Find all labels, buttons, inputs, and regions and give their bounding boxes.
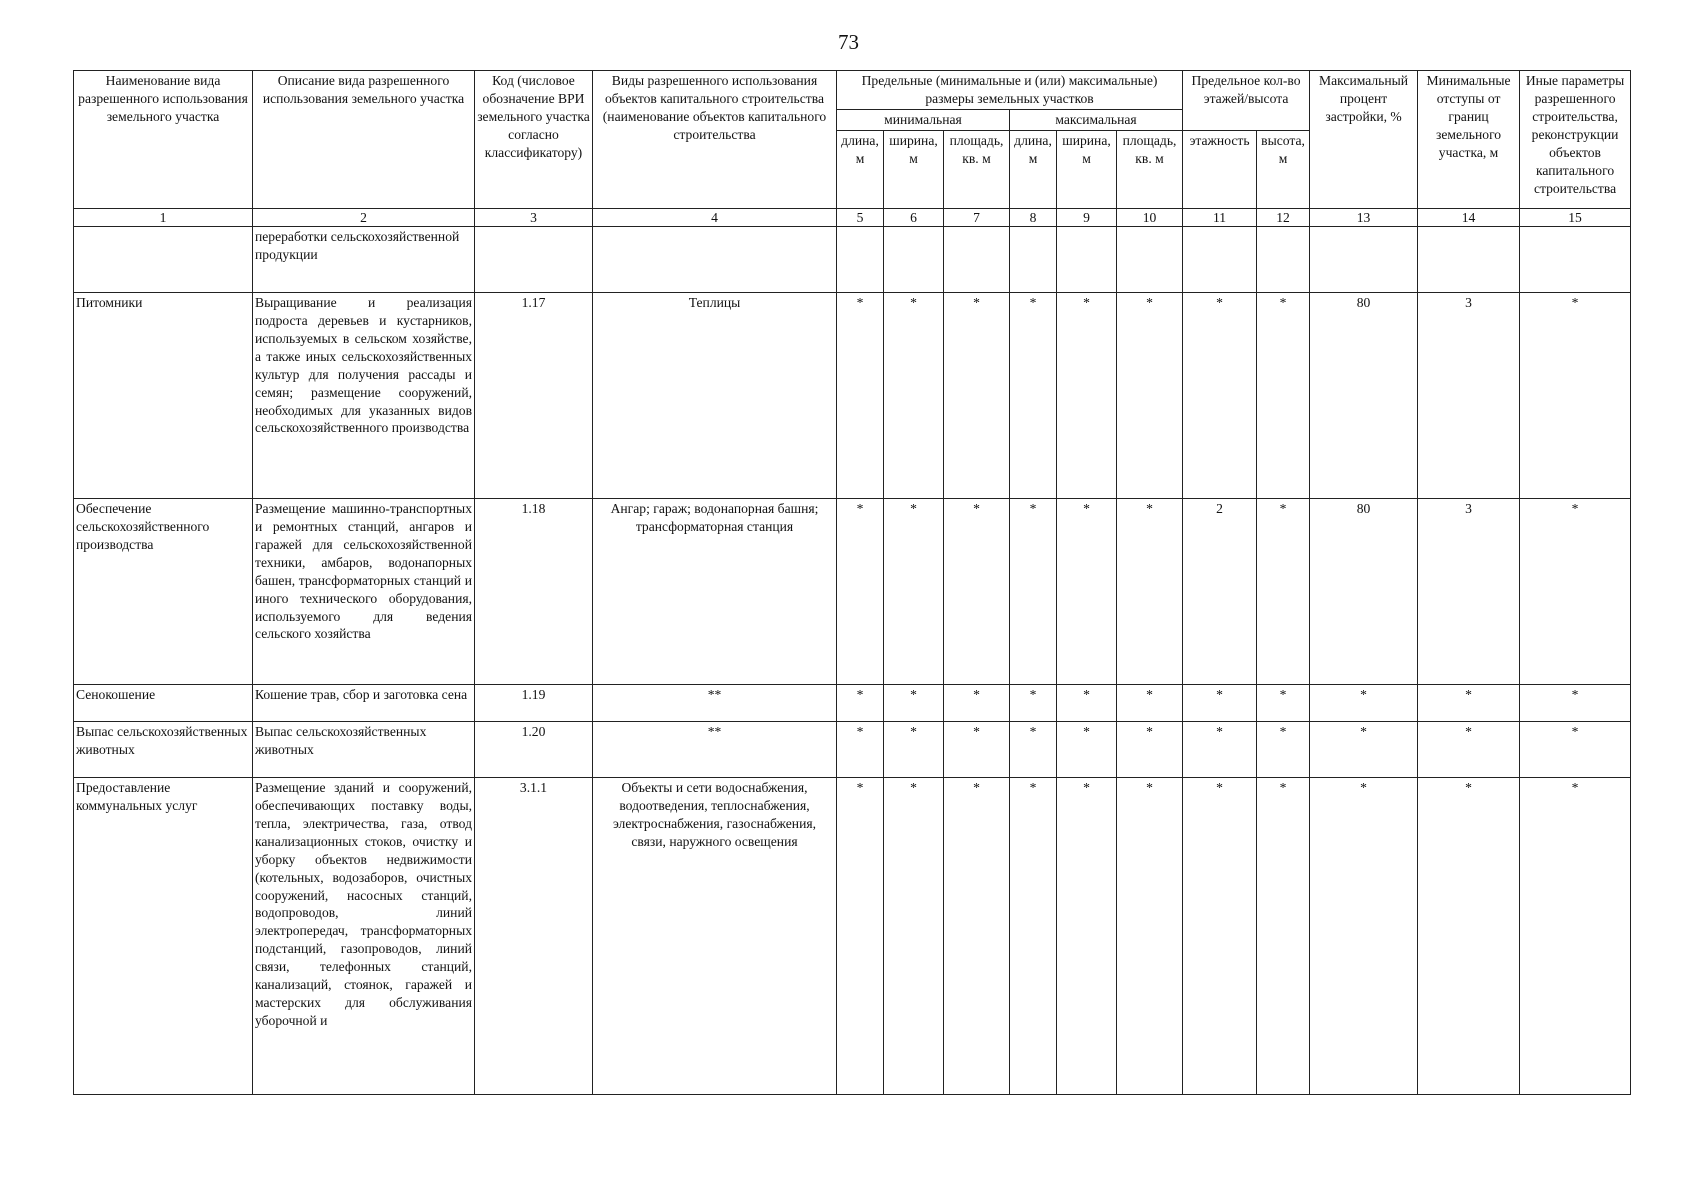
min-setback: * [1418,721,1520,777]
floor-count: * [1183,292,1257,498]
max-width: * [1057,498,1117,684]
height [1257,226,1310,292]
min-setback: * [1418,777,1520,1094]
max-length [1010,226,1057,292]
column-number: 7 [944,208,1010,226]
min-width: * [884,721,944,777]
use-description: Размещение зданий и сооружений, обеспечивающих поставку воды, тепла, электричества, газа, отвод канализационных стоков, очистку и уборку объектов недвижимости (котельных, водозаборов, очистных сооружений, насосных станций, водопроводов, линий электропередач, трансформаторных подстанций, газопроводов, линий связи, телефонных станций, канализаций, стоянок, гаражей и мастерских для обслуживания уборочной и [253,777,475,1094]
column-number: 12 [1257,208,1310,226]
other-params: * [1520,498,1631,684]
table-row [74,292,1631,498]
capital-objects: ** [593,684,837,721]
max-area [1117,226,1183,292]
capital-objects: Объекты и сети водоснабжения, водоотведения, теплоснабжения, электроснабжения, газоснабжения, связи, наружного освещения [593,777,837,1094]
floor-count: * [1183,684,1257,721]
header-capital-objects: Виды разрешенного использования объектов капитального строительства (наименование объектов капитального строительства [593,71,837,209]
height: * [1257,292,1310,498]
column-number: 3 [475,208,593,226]
max-width: * [1057,684,1117,721]
max-length: * [1010,498,1057,684]
use-code: 1.17 [475,292,593,498]
use-code: 1.19 [475,684,593,721]
column-number: 2 [253,208,475,226]
max-area: * [1117,292,1183,498]
min-setback: 3 [1418,292,1520,498]
min-setback [1418,226,1520,292]
column-number: 1 [74,208,253,226]
min-area: * [944,684,1010,721]
use-name: Предоставление коммунальных услуг [74,777,253,1094]
use-name: Обеспечение сельскохозяйственного производства [74,498,253,684]
max-width: * [1057,777,1117,1094]
min-length: * [837,292,884,498]
column-number: 15 [1520,208,1631,226]
table-row [74,226,1631,292]
max-length: * [1010,721,1057,777]
capital-objects [593,226,837,292]
use-description: Выпас сельскохозяйственных животных [253,721,475,777]
header-min-width: ширина, м [884,130,944,208]
column-number: 14 [1418,208,1520,226]
other-params: * [1520,721,1631,777]
header-description: Описание вида разрешенного использования земельного участка [253,71,475,209]
other-params: * [1520,292,1631,498]
max-coverage: 80 [1310,292,1418,498]
header-minimum: минимальная [837,109,1010,130]
min-length: * [837,498,884,684]
other-params: * [1520,684,1631,721]
min-area: * [944,498,1010,684]
land-use-table [73,70,1631,1095]
header-code: Код (числовое обозначение ВРИ земельного участка согласно классификатору) [475,71,593,209]
use-name: Питомники [74,292,253,498]
max-coverage: * [1310,777,1418,1094]
use-name [74,226,253,292]
height: * [1257,777,1310,1094]
header-other-params: Иные параметры разрешенного строительства, реконструкции объектов капитального строительства [1520,71,1631,209]
min-width: * [884,777,944,1094]
table-row [74,721,1631,777]
min-length [837,226,884,292]
use-code: 1.20 [475,721,593,777]
height: * [1257,498,1310,684]
header-max-length: длина, м [1010,130,1057,208]
max-width: * [1057,292,1117,498]
header-min-length: длина, м [837,130,884,208]
header-floors-height: Предельное кол-во этажей/высота [1183,71,1310,131]
use-code: 1.18 [475,498,593,684]
column-number: 11 [1183,208,1257,226]
table-row [74,498,1631,684]
use-description: Кошение трав, сбор и заготовка сена [253,684,475,721]
use-code [475,226,593,292]
max-area: * [1117,498,1183,684]
floor-count [1183,226,1257,292]
header-max-width: ширина, м [1057,130,1117,208]
header-maximum: максимальная [1010,109,1183,130]
floor-count: 2 [1183,498,1257,684]
max-length: * [1010,292,1057,498]
header-name: Наименование вида разрешенного использования земельного участка [74,71,253,209]
max-width [1057,226,1117,292]
column-number: 4 [593,208,837,226]
column-number: 9 [1057,208,1117,226]
max-area: * [1117,684,1183,721]
max-area: * [1117,777,1183,1094]
header-min-setbacks: Минимальные отступы от границ земельного участка, м [1418,71,1520,209]
header-max-coverage: Максимальный процент застройки, % [1310,71,1418,209]
min-area [944,226,1010,292]
min-width: * [884,498,944,684]
floor-count: * [1183,721,1257,777]
header-min-area: площадь, кв. м [944,130,1010,208]
height: * [1257,684,1310,721]
max-coverage: * [1310,721,1418,777]
max-area: * [1117,721,1183,777]
other-params: * [1520,777,1631,1094]
column-number: 6 [884,208,944,226]
use-name: Выпас сельскохозяйственных животных [74,721,253,777]
height: * [1257,721,1310,777]
max-width: * [1057,721,1117,777]
min-setback: * [1418,684,1520,721]
column-number: 13 [1310,208,1418,226]
max-coverage [1310,226,1418,292]
min-length: * [837,777,884,1094]
use-description: переработки сельскохозяйственной продукции [253,226,475,292]
min-width: * [884,292,944,498]
header-height: высота, м [1257,130,1310,208]
column-number-row [74,208,1631,226]
max-length: * [1010,777,1057,1094]
column-number: 8 [1010,208,1057,226]
header-max-area: площадь, кв. м [1117,130,1183,208]
use-name: Сенокошение [74,684,253,721]
floor-count: * [1183,777,1257,1094]
min-setback: 3 [1418,498,1520,684]
min-area: * [944,721,1010,777]
column-number: 10 [1117,208,1183,226]
column-number: 5 [837,208,884,226]
min-area: * [944,777,1010,1094]
use-description: Выращивание и реализация подроста деревьев и кустарников, используемых в сельском хозяйстве, а также иных сельскохозяйственных культур для получения рассады и семян; размещение сооружений, необходимых для указанных видов сельскохозяйственного производства [253,292,475,498]
use-code: 3.1.1 [475,777,593,1094]
max-coverage: * [1310,684,1418,721]
min-area: * [944,292,1010,498]
capital-objects: Теплицы [593,292,837,498]
min-length: * [837,721,884,777]
page-number: 73 [838,30,859,54]
capital-objects: ** [593,721,837,777]
min-length: * [837,684,884,721]
header-plot-size-limits: Предельные (минимальные и (или) максимальные) размеры земельных участков [837,71,1183,110]
min-width [884,226,944,292]
max-coverage: 80 [1310,498,1418,684]
max-length: * [1010,684,1057,721]
table-row [74,777,1631,1094]
capital-objects: Ангар; гараж; водонапорная башня; трансформаторная станция [593,498,837,684]
use-description: Размещение машинно-транспортных и ремонтных станций, ангаров и гаражей для сельскохозяйственной техники, амбаров, водонапорных башен, трансформаторных станций и иного технического оборудования, используемого для ведения сельского хозяйства [253,498,475,684]
min-width: * [884,684,944,721]
header-floor-count: этажность [1183,130,1257,208]
table-row [74,684,1631,721]
other-params [1520,226,1631,292]
